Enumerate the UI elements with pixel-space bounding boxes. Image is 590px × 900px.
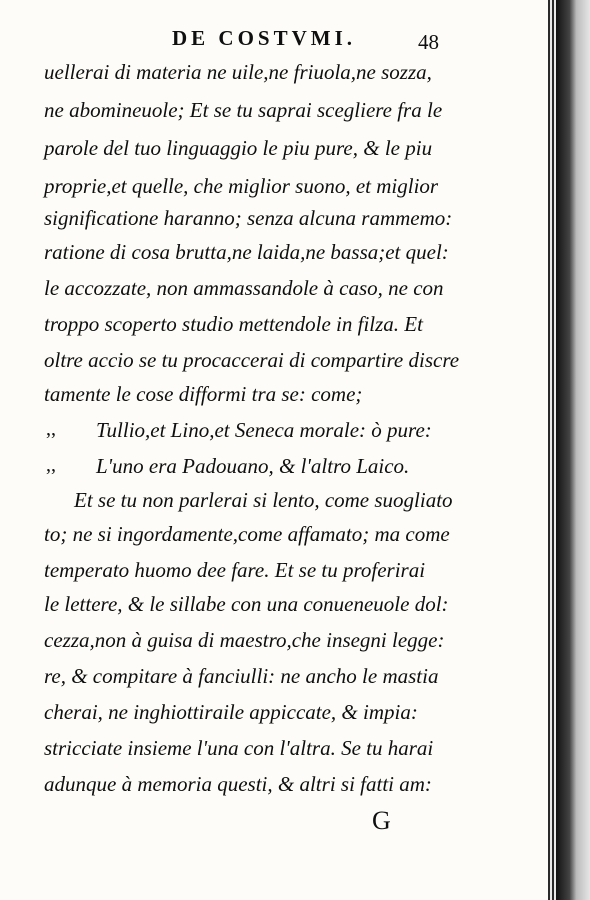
page-number: 48 bbox=[418, 30, 439, 54]
text-line: tamente le cose difformi tra se: come; bbox=[44, 382, 363, 406]
text-line: Et se tu non parlerai si lento, come suogliato bbox=[74, 488, 453, 512]
text-line: uellerai di materia ne uile,ne friuola,ne sozza, bbox=[44, 60, 432, 84]
text-line: proprie,et quelle, che miglior suono, et miglior bbox=[44, 174, 439, 198]
text-line: to; ne si ingordamente,come affamato; ma come bbox=[44, 522, 450, 546]
text-line: significatione haranno; senza alcuna rammemo: bbox=[44, 206, 453, 230]
running-head: DE COSTVMI. bbox=[172, 26, 357, 50]
text-line: parole del tuo linguaggio le piu pure, & le piu bbox=[44, 136, 433, 160]
text-line: ne abomineuole; Et se tu saprai scegliere fra le bbox=[44, 98, 443, 122]
verse-mark: ,, bbox=[46, 418, 56, 440]
verse-mark: ,, bbox=[46, 454, 56, 476]
text-line: le accozzate, non ammassandole à caso, ne con bbox=[44, 276, 444, 300]
signature-mark: G bbox=[372, 806, 391, 835]
text-line: ratione di cosa brutta,ne laida,ne bassa;et quel: bbox=[44, 240, 449, 264]
text-line: stricciate insieme l'una con l'altra. Se tu harai bbox=[44, 736, 434, 760]
text-line: re, & compitare à fanciulli: ne ancho le mastia bbox=[44, 664, 439, 688]
text-line: temperato huomo dee fare. Et se tu proferirai bbox=[44, 558, 426, 582]
text-line: le lettere, & le sillabe con una conueneuole dol: bbox=[44, 592, 449, 616]
text-line: oltre accio se tu procaccerai di compartire discre bbox=[44, 348, 460, 372]
verse-line: L'uno era Padouano, & l'altro Laico. bbox=[96, 454, 410, 478]
text-line: cherai, ne inghiottiraile appiccate, & impia: bbox=[44, 700, 418, 724]
page-edge-shadow bbox=[556, 0, 590, 900]
verse-line: Tullio,et Lino,et Seneca morale: ò pure: bbox=[96, 418, 432, 442]
text-line: cezza,non à guisa di maestro,che insegni legge: bbox=[44, 628, 445, 652]
text-line: adunque à memoria questi, & altri si fatti am: bbox=[44, 772, 432, 796]
text-line: troppo scoperto studio mettendole in filza. Et bbox=[44, 312, 423, 336]
